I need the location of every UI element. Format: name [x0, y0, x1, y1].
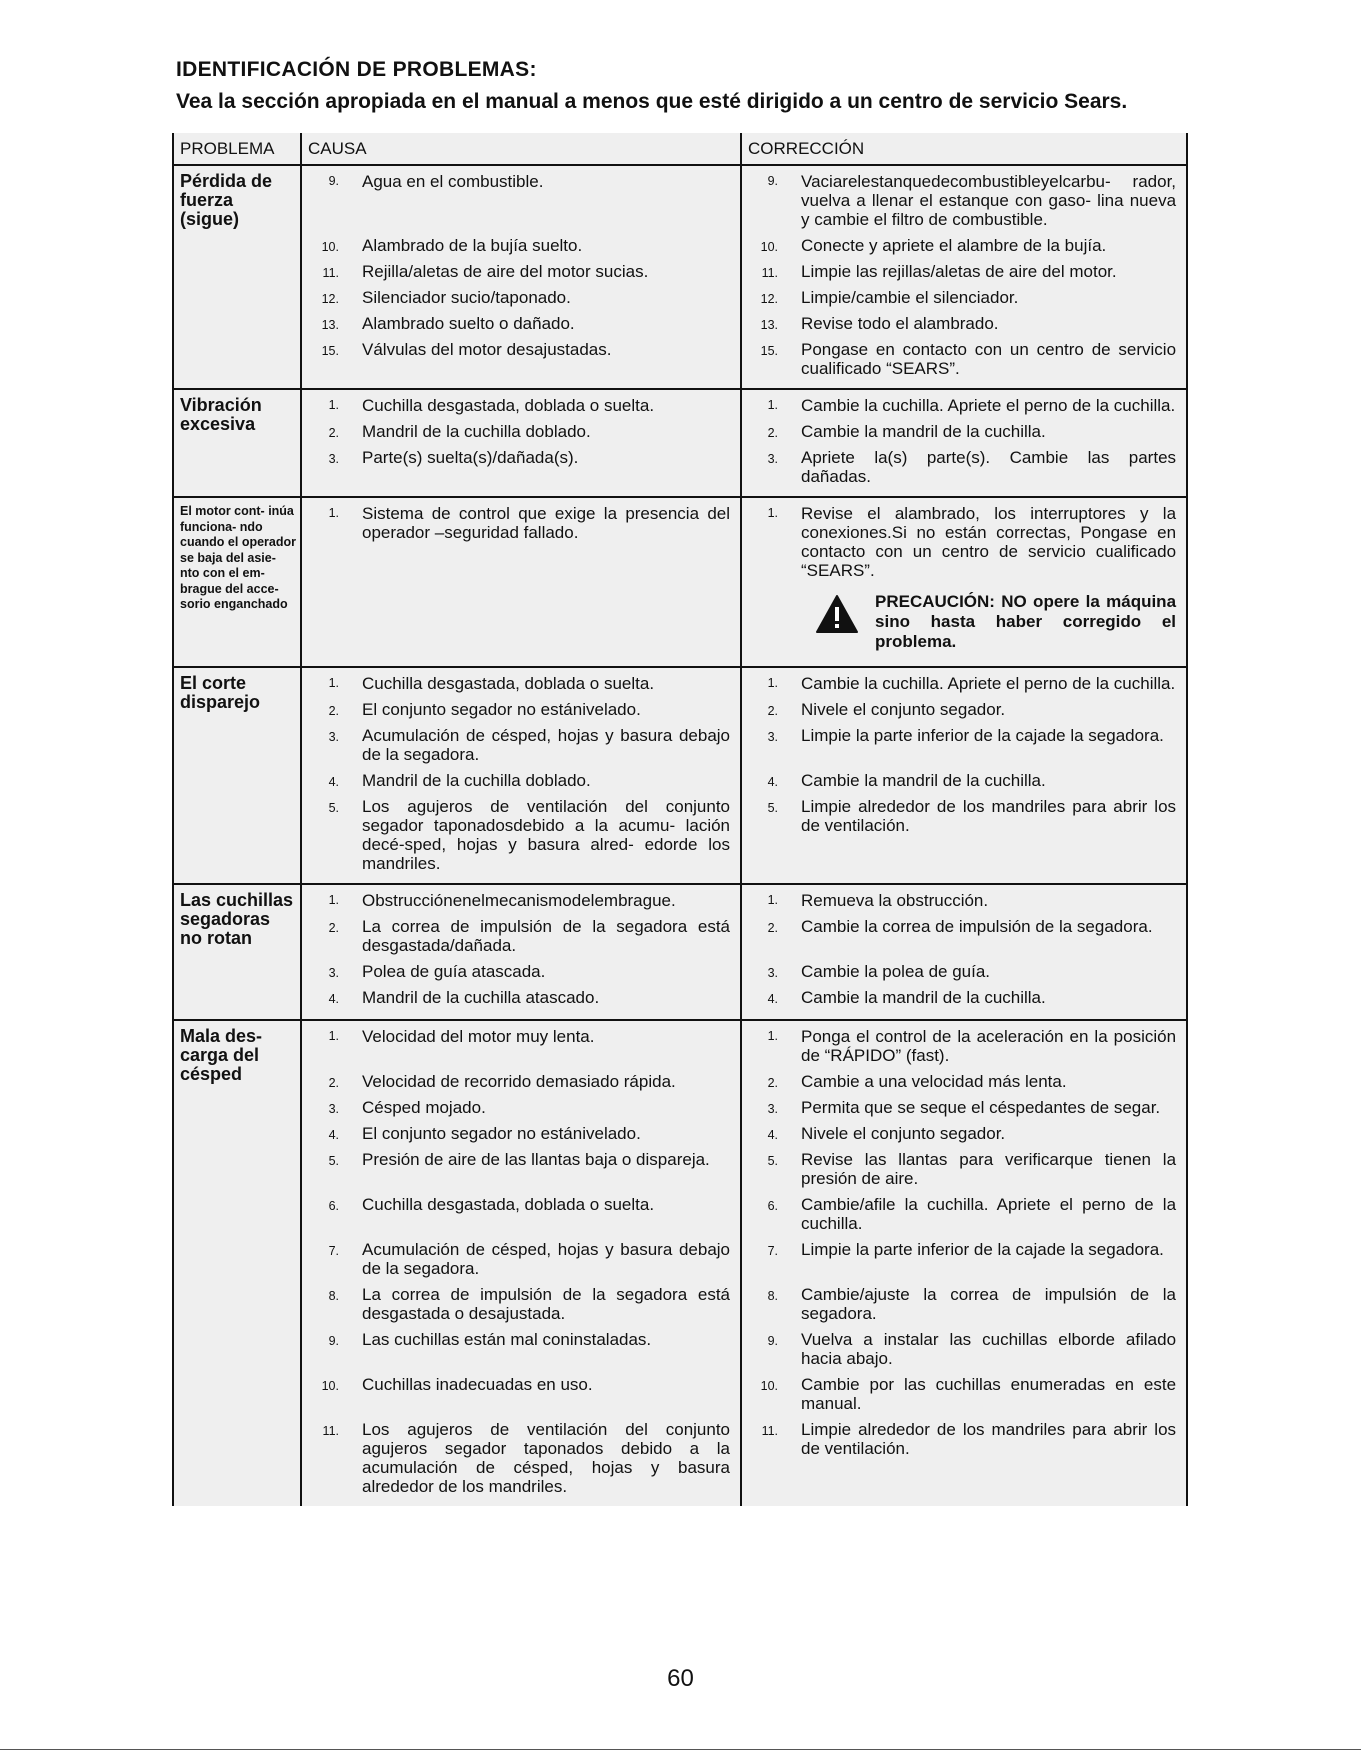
- cause-number: 4.: [328, 1128, 339, 1142]
- correction-number: 8.: [767, 1289, 779, 1303]
- problem-cell: El corte disparejo: [173, 667, 301, 884]
- correction-text: Conecte y apriete el alambre de la bujía.: [789, 233, 1187, 259]
- correction-text: Apriete la(s) parte(s). Cambie las partes dañadas.: [789, 445, 1187, 497]
- cause-text: Velocidad del motor muy lenta.: [350, 1020, 741, 1069]
- cause-text: Alambrado suelto o dañado.: [350, 311, 741, 337]
- cause-number: 1.: [328, 506, 339, 520]
- correction-text: Limpie la parte inferior de la cajade la segadora.: [789, 1237, 1187, 1282]
- table-row: [173, 1192, 1187, 1237]
- table-row: [173, 1121, 1187, 1147]
- cause-text: Alambrado de la bujía suelto.: [350, 233, 741, 259]
- problem-cell: Mala des- carga del césped: [173, 1020, 301, 1506]
- correction-number: 9.: [767, 174, 779, 188]
- cause-number: 15.: [321, 344, 339, 358]
- correction-text-body: Revise el alambrado, los interruptores y la conexiones.Si no están correctas, Pongase en contacto con un centro de servicio cualificado “SEARS”.: [801, 504, 1177, 580]
- correction-text: Vaciarelestanquedecombustibleyelcarbu- rador, vuelva a llenar el estanque con gaso- lina nueva y cambie el filtro de combustible.: [789, 165, 1187, 233]
- correction-number: 15.: [760, 344, 779, 358]
- cause-number: 9.: [328, 174, 339, 188]
- correction-number: 1.: [767, 893, 779, 907]
- correction-text: Pongase en contacto con un centro de servicio cualificado “SEARS”.: [789, 337, 1187, 389]
- correction-text: Limpie alrededor de los mandriles para abrir los de ventilación.: [789, 794, 1187, 884]
- correction-text: Limpie alrededor de los mandriles para abrir los de ventilación.: [789, 1417, 1187, 1506]
- cause-text: Válvulas del motor desajustadas.: [350, 337, 741, 389]
- correction-number: 11.: [761, 266, 779, 280]
- correction-text: Cambie la correa de impulsión de la segadora.: [789, 914, 1187, 959]
- table-row: [173, 497, 1187, 667]
- cause-text: Cuchilla desgastada, doblada o suelta.: [350, 667, 741, 697]
- correction-number: 1.: [767, 398, 779, 412]
- cause-number: 5.: [328, 801, 339, 815]
- table-row: [173, 233, 1187, 259]
- cause-text: Obstrucciónenelmecanismodelembrague.: [350, 884, 741, 914]
- correction-number: 12.: [760, 292, 779, 306]
- table-row: [173, 667, 1187, 697]
- correction-text: Vuelva a instalar las cuchillas elborde afilado hacia abajo.: [789, 1327, 1187, 1372]
- cause-text: Césped mojado.: [350, 1095, 741, 1121]
- page-title: IDENTIFICACIÓN DE PROBLEMAS:: [176, 58, 537, 81]
- table-row: [173, 1147, 1187, 1192]
- cause-text: Las cuchillas están mal coninstaladas.: [350, 1327, 741, 1372]
- correction-number: 3.: [767, 966, 779, 980]
- cause-number: 10.: [321, 1379, 339, 1393]
- table-row: [173, 165, 1187, 233]
- table-row: [173, 959, 1187, 985]
- problem-cell: Las cuchillas segadoras no rotan: [173, 884, 301, 1020]
- problem-cell: Pérdida de fuerza (sigue): [173, 165, 301, 389]
- table-row: [173, 1237, 1187, 1282]
- cause-text: Parte(s) suelta(s)/dañada(s).: [350, 445, 741, 497]
- problem-group: [173, 1020, 1187, 1506]
- correction-number: 5.: [767, 801, 779, 815]
- table-row: [173, 1069, 1187, 1095]
- cause-number: 2.: [328, 426, 339, 440]
- table-row: [173, 1327, 1187, 1372]
- correction-number: 3.: [767, 1102, 779, 1116]
- header-cause: CAUSA: [301, 133, 741, 165]
- cause-number: 11.: [322, 266, 339, 280]
- cause-number: 1.: [328, 676, 339, 690]
- cause-number: 4.: [328, 992, 339, 1006]
- table-row: [173, 419, 1187, 445]
- problem-cell: Vibración excesiva: [173, 389, 301, 497]
- cause-text: Los agujeros de ventilación del conjunto segador taponadosdebido a la acumu- lación decé-sped, hojas y basura alred- edorde los mandriles.: [350, 794, 741, 884]
- correction-text: Cambie la mandril de la cuchilla.: [789, 985, 1187, 1020]
- cause-number: 3.: [328, 1102, 339, 1116]
- cause-text: Los agujeros de ventilación del conjunto agujeros segador taponados debido a la acumulación de césped, hojas y basura alrededor de los mandriles.: [350, 1417, 741, 1506]
- table-row: [173, 1020, 1187, 1069]
- problem-cell: El motor cont- inúa funciona- ndo cuando el operador se baja del asie- nto con el em- brague del acce-sorio enganchado: [173, 497, 301, 667]
- correction-number: 1.: [767, 1029, 779, 1043]
- cause-number: 5.: [328, 1154, 339, 1168]
- cause-number: 2.: [328, 921, 339, 935]
- correction-number: 2.: [767, 704, 779, 718]
- problem-group: [173, 884, 1187, 1020]
- cause-number: 2.: [328, 1076, 339, 1090]
- correction-number: 4.: [767, 992, 779, 1006]
- cause-number: 2.: [328, 704, 339, 718]
- cause-number: 10.: [321, 240, 339, 254]
- correction-text: Cambie la polea de guía.: [789, 959, 1187, 985]
- page-number: 60: [667, 1665, 694, 1692]
- correction-number: 11.: [761, 1424, 779, 1438]
- correction-text: Cambie a una velocidad más lenta.: [789, 1069, 1187, 1095]
- cause-number: 1.: [328, 1029, 339, 1043]
- cause-number: 1.: [328, 398, 339, 412]
- correction-number: 7.: [767, 1244, 779, 1258]
- cause-number: 9.: [328, 1334, 339, 1348]
- problem-group: [173, 667, 1187, 884]
- cause-text: El conjunto segador no estánivelado.: [350, 1121, 741, 1147]
- correction-text: Cambie/ajuste la correa de impulsión de la segadora.: [789, 1282, 1187, 1327]
- cause-number: 4.: [328, 775, 339, 789]
- correction-text: Ponga el control de la aceleración en la posición de “RÁPIDO” (fast).: [789, 1020, 1187, 1069]
- correction-number: 3.: [767, 452, 779, 466]
- correction-text: Nivele el conjunto segador.: [789, 697, 1187, 723]
- cause-text: Presión de aire de las llantas baja o dispareja.: [350, 1147, 741, 1192]
- cause-text: Mandril de la cuchilla doblado.: [350, 768, 741, 794]
- correction-text: Nivele el conjunto segador.: [789, 1121, 1187, 1147]
- table-row: [173, 723, 1187, 768]
- page-subtitle: Vea la sección apropiada en el manual a menos que esté dirigido a un centro de servicio Sears.: [176, 90, 1128, 113]
- correction-number: 10.: [760, 1379, 779, 1393]
- correction-number: 5.: [767, 1154, 779, 1168]
- problem-group: [173, 389, 1187, 497]
- table-row: [173, 445, 1187, 497]
- correction-text: Cambie la cuchilla. Apriete el perno de la cuchilla.: [789, 667, 1187, 697]
- cause-text: La correa de impulsión de la segadora está desgastada o desajustada.: [350, 1282, 741, 1327]
- cause-text: El conjunto segador no estánivelado.: [350, 697, 741, 723]
- correction-text: Cambie por las cuchillas enumeradas en este manual.: [789, 1372, 1187, 1417]
- table-row: [173, 794, 1187, 884]
- cause-number: 13.: [321, 318, 339, 332]
- cause-text: Cuchilla desgastada, doblada o suelta.: [350, 389, 741, 419]
- correction-number: 6.: [767, 1199, 779, 1213]
- troubleshooting-table: [172, 133, 1188, 1506]
- warning-triangle-icon: [815, 594, 859, 634]
- cause-text: Sistema de control que exige la presencia del operador –seguridad fallado.: [350, 497, 741, 667]
- cause-number: 3.: [328, 730, 339, 744]
- correction-text: Cambie la mandril de la cuchilla.: [789, 768, 1187, 794]
- table-row: [173, 311, 1187, 337]
- cause-number: 12.: [321, 292, 339, 306]
- correction-text: Cambie la cuchilla. Apriete el perno de la cuchilla.: [789, 389, 1187, 419]
- correction-text: Limpie/cambie el silenciador.: [789, 285, 1187, 311]
- correction-text: [789, 497, 1187, 667]
- cause-text: Cuchilla desgastada, doblada o suelta.: [350, 1192, 741, 1237]
- correction-text: Revise todo el alambrado.: [789, 311, 1187, 337]
- correction-number: 2.: [767, 426, 779, 440]
- correction-number: 9.: [767, 1334, 779, 1348]
- cause-text: Mandril de la cuchilla doblado.: [350, 419, 741, 445]
- cause-number: 1.: [328, 893, 339, 907]
- correction-text: Cambie/afile la cuchilla. Apriete el perno de la cuchilla.: [789, 1192, 1187, 1237]
- cause-number: 11.: [322, 1424, 339, 1438]
- correction-number: 3.: [767, 730, 779, 744]
- correction-text: Limpie las rejillas/aletas de aire del motor.: [789, 259, 1187, 285]
- correction-number: 2.: [767, 1076, 779, 1090]
- cause-text: Acumulación de césped, hojas y basura debajo de la segadora.: [350, 723, 741, 768]
- cause-text: La correa de impulsión de la segadora está desgastada/dañada.: [350, 914, 741, 959]
- table-row: [173, 697, 1187, 723]
- cause-text: Rejilla/aletas de aire del motor sucias.: [350, 259, 741, 285]
- correction-text: Revise las llantas para verificarque tienen la presión de aire.: [789, 1147, 1187, 1192]
- problem-group: [173, 497, 1187, 667]
- header-problem: PROBLEMA: [173, 133, 301, 165]
- correction-text: Cambie la mandril de la cuchilla.: [789, 419, 1187, 445]
- table-row: [173, 389, 1187, 419]
- table-row: [173, 768, 1187, 794]
- correction-number: 4.: [767, 775, 779, 789]
- cause-number: 8.: [328, 1289, 339, 1303]
- correction-text: Remueva la obstrucción.: [789, 884, 1187, 914]
- correction-number: 2.: [767, 921, 779, 935]
- correction-number: 13.: [760, 318, 779, 332]
- table-header-row: [173, 133, 1187, 165]
- correction-text: Limpie la parte inferior de la cajade la segadora.: [789, 723, 1187, 768]
- problem-group: [173, 165, 1187, 389]
- cause-number: 3.: [328, 966, 339, 980]
- correction-number: 10.: [760, 240, 779, 254]
- table-row: [173, 337, 1187, 389]
- cause-text: Acumulación de césped, hojas y basura debajo de la segadora.: [350, 1237, 741, 1282]
- correction-number: 4.: [767, 1128, 779, 1142]
- bottom-rule: [0, 1749, 1361, 1750]
- correction-text: Permita que se seque el céspedantes de segar.: [789, 1095, 1187, 1121]
- table-row: [173, 985, 1187, 1020]
- header-correction: CORRECCIÓN: [741, 133, 1187, 165]
- table-row: [173, 884, 1187, 914]
- cause-number: 6.: [328, 1199, 339, 1213]
- cause-number: 7.: [328, 1244, 339, 1258]
- table-row: [173, 1372, 1187, 1417]
- cause-text: Cuchillas inadecuadas en uso.: [350, 1372, 741, 1417]
- cause-text: Velocidad de recorrido demasiado rápida.: [350, 1069, 741, 1095]
- cause-text: Mandril de la cuchilla atascado.: [350, 985, 741, 1020]
- cause-number: 3.: [328, 452, 339, 466]
- caution-text: PRECAUCIÓN: NO opere la máquina sino hasta haber corregido el problema.: [875, 592, 1177, 651]
- table-row: [173, 914, 1187, 959]
- cause-text: Agua en el combustible.: [350, 165, 741, 233]
- table-row: [173, 1417, 1187, 1506]
- caution-box: [815, 592, 1176, 652]
- correction-number: 1.: [767, 676, 779, 690]
- correction-number: 1.: [767, 506, 779, 520]
- cause-text: Polea de guía atascada.: [350, 959, 741, 985]
- cause-text: Silenciador sucio/taponado.: [350, 285, 741, 311]
- table-row: [173, 1095, 1187, 1121]
- table-row: [173, 259, 1187, 285]
- table-row: [173, 1282, 1187, 1327]
- table-row: [173, 285, 1187, 311]
